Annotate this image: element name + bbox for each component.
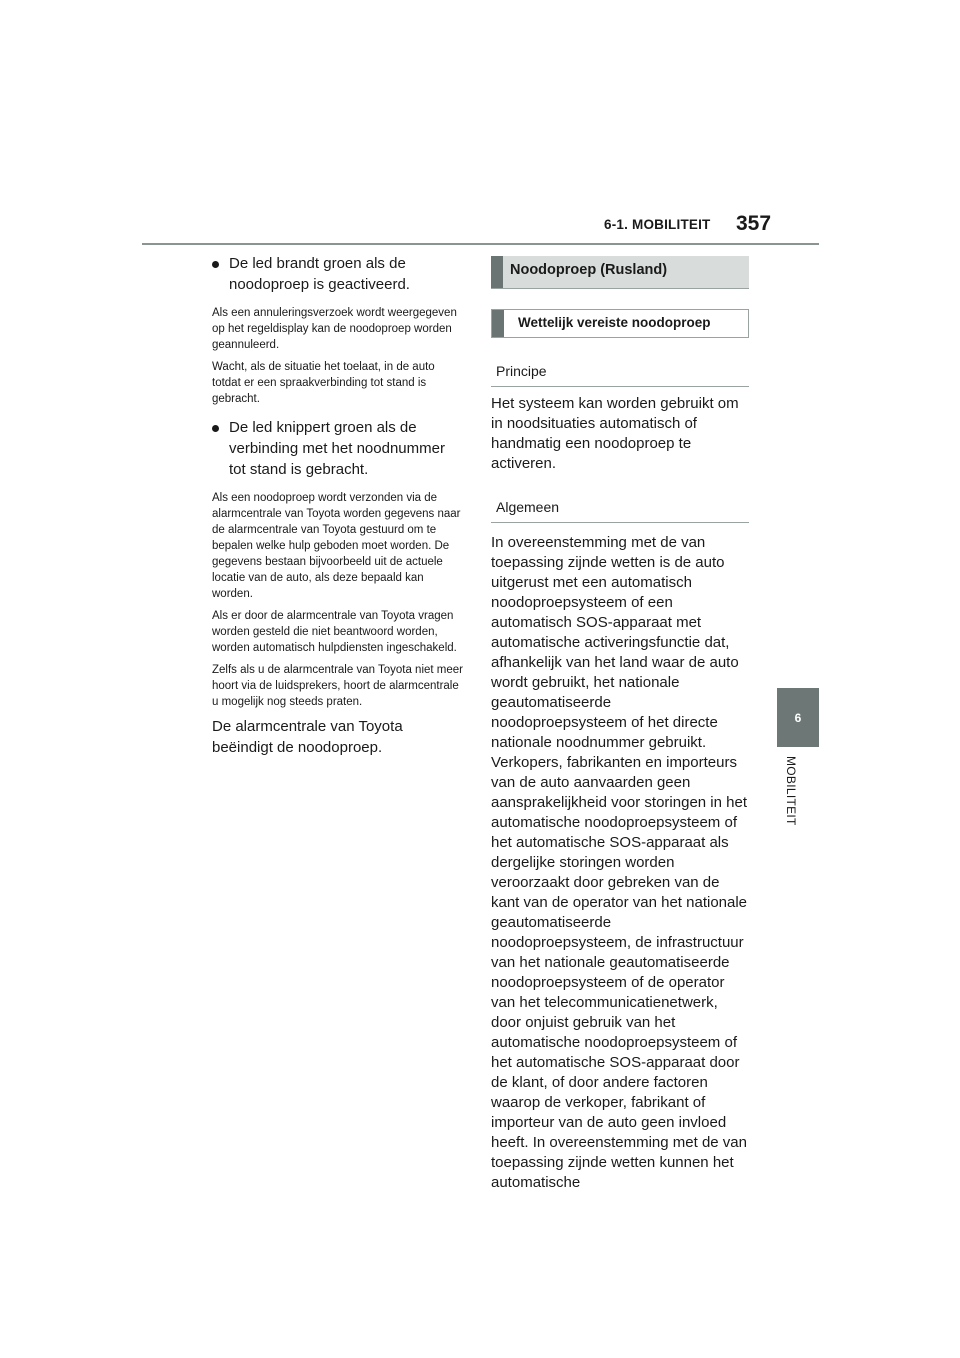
chapter-label: MOBILITEIT bbox=[784, 756, 798, 826]
left-column bbox=[212, 253, 464, 758]
note-text: Als een noodoproep wordt verzonden via de alarmcentrale van Toyota worden gegevens naar de alarmcentrale van Toyota gestuurd om te bepalen welke hulp geboden moet worden. De gegevens bestaan bijvoorbeeld uit de actuele locatie van de auto, als deze bepaald kan worden. bbox=[212, 492, 461, 600]
note-text: Zelfs als u de alarmcentrale van Toyota niet meer hoort via de luidsprekers, hoort de alarmcentrale u mogelijk nog steeds praten. bbox=[212, 664, 463, 708]
body-paragraph: In overeenstemming met de van toepassing zijnde wetten is de auto uitgerust met een automatisch noodoproepsysteem of een automatisch SOS-apparaat met automatische activeringsfunctie dat, afhankelijk van het land waar de auto wordt gebruikt, het nationale geautomatiseerde noodoproepsysteem of het directe nationale noodnummer gebruikt. Verkopers, fabrikanten en importeurs van de auto aanvaarden geen aansprakelijkheid voor storingen in het automatische noodoproepsysteem of het automatische SOS-apparaat als dergelijke storingen worden veroorzaakt door gebreken van de kant van de operator van het nationale geautomatiseerde noodoproepsysteem, de infrastructuur van het nationale geautomatiseerde noodoproepsysteem of de operator van het telecommunicatienetwerk, door onjuist gebruik van het automatische noodoproepsysteem of het automatische SOS-apparaat door de klant, of door andere factoren waarop de verkoper, fabrikant of importeur van de auto geen invloed heeft. In overeenstemming met de van toepassing zijnde wetten kunnen het automatische bbox=[491, 534, 748, 1191]
heading-marker bbox=[492, 310, 504, 337]
bullet-item bbox=[212, 253, 464, 295]
section-heading bbox=[491, 256, 749, 289]
header-divider bbox=[142, 243, 819, 245]
sub-heading-algemeen: Algemeen bbox=[491, 499, 749, 523]
bullet-item bbox=[212, 417, 464, 480]
right-column bbox=[491, 256, 749, 1193]
sub-heading-principe: Principe bbox=[491, 363, 749, 387]
heading-marker bbox=[491, 256, 503, 288]
bullet-text: De led knippert groen als de verbinding met het noodnummer tot stand is gebracht. bbox=[229, 419, 445, 478]
body-paragraph: De alarmcentrale van Toyota beëindigt de noodoproep. bbox=[212, 718, 403, 756]
subsection-heading-text: Wettelijk vereiste noodoproep bbox=[518, 315, 711, 330]
note-text: Als een annuleringsverzoek wordt weergegeven op het regeldisplay kan de noodoproep worden geannuleerd. bbox=[212, 307, 457, 351]
bullet-dot-icon bbox=[212, 261, 219, 268]
subsection-heading bbox=[491, 309, 749, 338]
bullet-dot-icon bbox=[212, 425, 219, 432]
note-text: Als er door de alarmcentrale van Toyota vragen worden gesteld die niet beantwoord worden, worden automatisch hulpdiensten ingeschakeld. bbox=[212, 610, 457, 654]
chapter-number: 6 bbox=[794, 710, 802, 725]
note-text: Wacht, als de situatie het toelaat, in de auto totdat er een spraakverbinding tot stand is gebracht. bbox=[212, 361, 435, 405]
bullet-text: De led brandt groen als de noodoproep is geactiveerd. bbox=[229, 255, 410, 293]
section-title: 6-1. MOBILITEIT bbox=[604, 217, 711, 232]
body-paragraph: Het systeem kan worden gebruikt om in noodsituaties automatisch of handmatig een noodoproep te activeren. bbox=[491, 395, 739, 472]
chapter-tab[interactable] bbox=[777, 688, 819, 747]
section-heading-text: Noodoproep (Rusland) bbox=[510, 262, 668, 278]
page-number: 357 bbox=[736, 212, 772, 235]
